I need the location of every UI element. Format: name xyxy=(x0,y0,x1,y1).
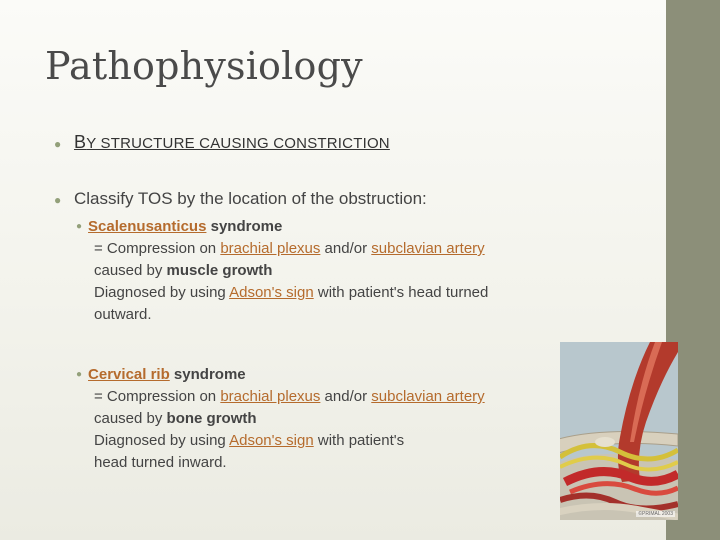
subbullet-line: Diagnosed by using Adson's sign with patient's xyxy=(94,432,405,450)
subbullet-scalenus xyxy=(76,216,488,326)
subbullet-heading: ● Scalenusanticus syndrome xyxy=(76,218,283,235)
bullet-classify xyxy=(54,189,427,209)
bullet-dot-icon: ● xyxy=(76,369,83,381)
subbullet-line: caused by muscle growth xyxy=(94,262,273,280)
link-subclavian-artery[interactable]: subclavian artery xyxy=(371,240,485,258)
bullet-dot-icon: ● xyxy=(54,136,62,151)
link-scalenusanticus[interactable]: Scalenusanticus xyxy=(88,218,207,235)
bullet-classify-text: Classify TOS by the location of the obstruction: xyxy=(73,189,427,208)
subbullet-cervical-rib xyxy=(76,364,485,474)
anatomy-illustration-icon xyxy=(560,342,678,520)
link-brachial-plexus[interactable]: brachial plexus xyxy=(220,388,321,406)
image-caption: ©PRIMAL 2003 xyxy=(638,511,673,517)
bullet-dot-icon: ● xyxy=(76,221,83,233)
link-adsons-sign[interactable]: Adson's sign xyxy=(229,284,314,302)
link-brachial-plexus[interactable]: brachial plexus xyxy=(220,240,321,258)
link-subclavian-artery[interactable]: subclavian artery xyxy=(371,388,485,406)
subbullet-line: = Compression on brachial plexus and/or subclavian artery xyxy=(94,388,485,406)
subbullet-heading: ● Cervical rib syndrome xyxy=(76,366,246,383)
subbullet-line: outward. xyxy=(94,306,152,324)
subbullet-line: Diagnosed by using Adson's sign with patient's head turned xyxy=(94,284,489,302)
bullet-structure-text: BY STRUCTURE CAUSING CONSTRICTION xyxy=(73,132,390,152)
bullet-structure xyxy=(54,132,390,153)
link-adsons-sign[interactable]: Adson's sign xyxy=(229,432,314,450)
link-cervical-rib[interactable]: Cervical rib xyxy=(88,366,170,383)
subbullet-line: head turned inward. xyxy=(94,454,227,472)
bullet-dot-icon: ● xyxy=(54,192,62,207)
subbullet-line: caused by bone growth xyxy=(94,410,257,428)
slide-title: Pathophysiology xyxy=(45,44,363,88)
subbullet-line: = Compression on brachial plexus and/or subclavian artery xyxy=(94,240,485,258)
